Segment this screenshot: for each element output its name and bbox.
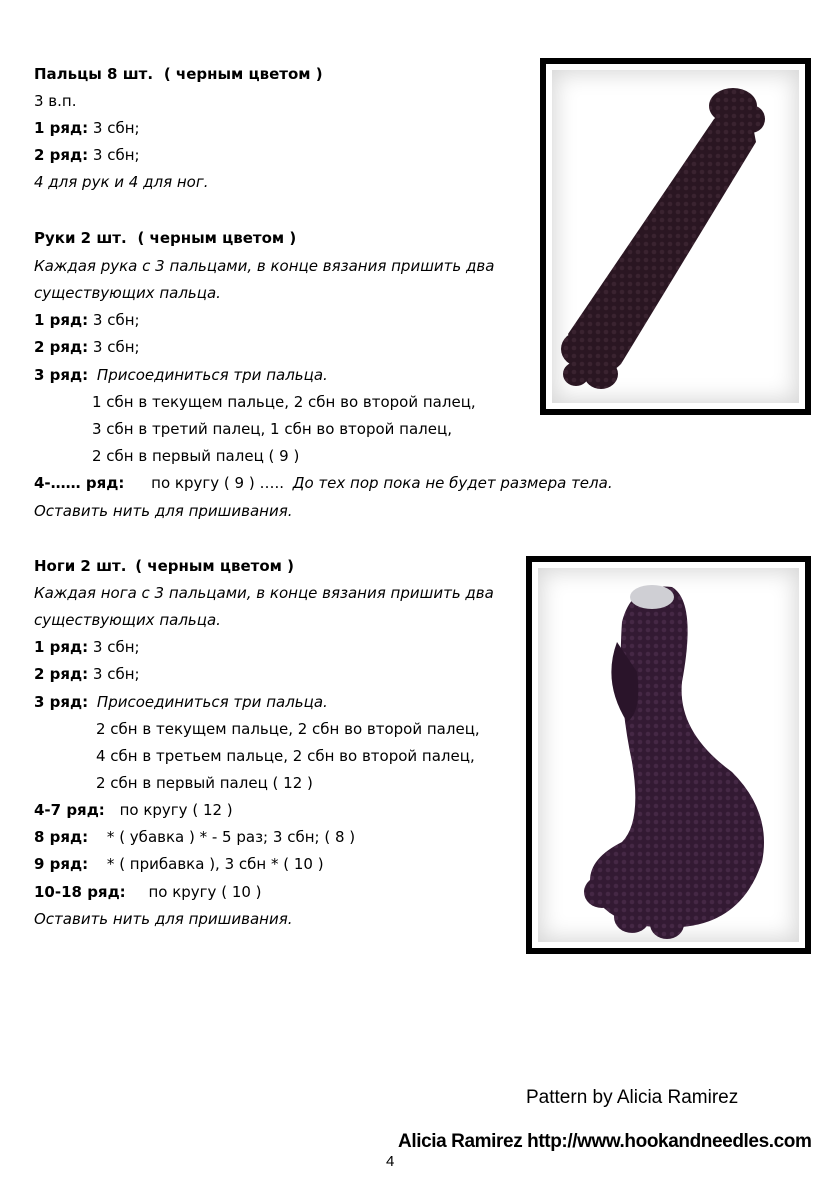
arms-title-color: ( черным цветом ) [137,229,297,247]
fingers-note: 4 для рук и 4 для ног. [34,173,209,191]
row-text: 3 сбн; [92,638,140,656]
row-label: 1 ряд: [34,638,89,656]
row-text: 3 сбн; [92,338,140,356]
row-text: * ( убавка ) * - 5 раз; 3 сбн; ( 8 ) [106,828,356,846]
legs-row2 [34,664,140,684]
legs-row4-7 [34,800,233,820]
row-text: по кругу ( 12 ) [119,801,233,819]
row-label: 1 ряд: [34,119,89,137]
arms-row3-step1: 1 сбн в текущем пальце, 2 сбн во второй палец, [92,393,476,411]
page-number: 4 [386,1153,395,1170]
legs-desc-line2: существующих пальца. [34,611,221,629]
pattern-credit: Pattern by Alicia Ramirez [526,1087,739,1108]
row-label: 2 ряд: [34,665,89,683]
legs-row8 [34,827,355,847]
fingers-heading [34,64,323,84]
arms-row3-step2: 3 сбн в третий палец, 1 сбн во второй палец, [92,420,452,438]
arms-row2 [34,337,140,357]
arms-row3 [34,365,328,385]
row-label: 2 ряд: [34,146,89,164]
arms-row1 [34,310,140,330]
row-label: 10-18 ряд: [34,883,126,901]
legs-row3 [34,692,328,712]
fingers-title-color: ( черным цветом ) [163,65,323,83]
arms-heading [34,228,296,248]
row-label: 8 ряд: [34,828,89,846]
legs-row10-18 [34,882,262,902]
legs-row3-step2: 4 сбн в третьем пальце, 2 сбн во второй палец, [96,747,475,765]
row-label: 2 ряд: [34,338,89,356]
arm-photo [540,58,811,415]
row-label: 3 ряд: [34,693,89,711]
row-text: 3 сбн; [92,665,140,683]
row-text: 3 сбн; [92,119,140,137]
row-text: Присоединиться три пальца. [96,366,328,384]
row-text: Присоединиться три пальца. [96,693,328,711]
arms-desc-line1: Каждая рука с 3 пальцами, в конце вязания пришить два [34,257,495,275]
row-label: 9 ряд: [34,855,89,873]
arms-desc-line2: существующих пальца. [34,284,221,302]
fingers-row1 [34,118,140,138]
row-label: 1 ряд: [34,311,89,329]
arms-row3-step3: 2 сбн в первый палец ( 9 ) [92,447,300,465]
row-note: До тех пор пока не будет размера тела. [292,474,613,492]
legs-row9 [34,854,324,874]
arms-title: Руки 2 шт. [34,229,127,247]
row-text: по кругу ( 10 ) [148,883,262,901]
site-credit: Alicia Ramirez http://www.hookandneedles.com [398,1131,812,1152]
legs-row3-step3: 2 сбн в первый палец ( 12 ) [96,774,313,792]
row-text: по кругу ( 9 ) ….. [151,474,284,492]
legs-row1 [34,637,140,657]
row-label: 4-7 ряд: [34,801,105,819]
legs-row3-step1: 2 сбн в текущем пальце, 2 сбн во второй палец, [96,720,480,738]
legs-desc-line1: Каждая нога с 3 пальцами, в конце вязания пришить два [34,584,494,602]
crocheted-leg-illustration [532,562,805,948]
row-text: * ( прибавка ), 3 сбн * ( 10 ) [106,855,324,873]
legs-title-color: ( черным цветом ) [135,557,295,575]
row-label: 3 ряд: [34,366,89,384]
row-text: 3 сбн; [92,311,140,329]
row-text: 3 сбн; [92,146,140,164]
arms-row4 [34,473,613,493]
arms-leave-yarn: Оставить нить для пришивания. [34,502,293,520]
fingers-chain: 3 в.п. [34,92,77,110]
row-label: 4-…… ряд: [34,474,125,492]
crocheted-arm-illustration [546,64,805,409]
legs-leave-yarn: Оставить нить для пришивания. [34,910,293,928]
legs-title: Ноги 2 шт. [34,557,127,575]
fingers-row2 [34,145,140,165]
fingers-title: Пальцы 8 шт. [34,65,154,83]
legs-heading [34,556,294,576]
leg-photo [526,556,811,954]
